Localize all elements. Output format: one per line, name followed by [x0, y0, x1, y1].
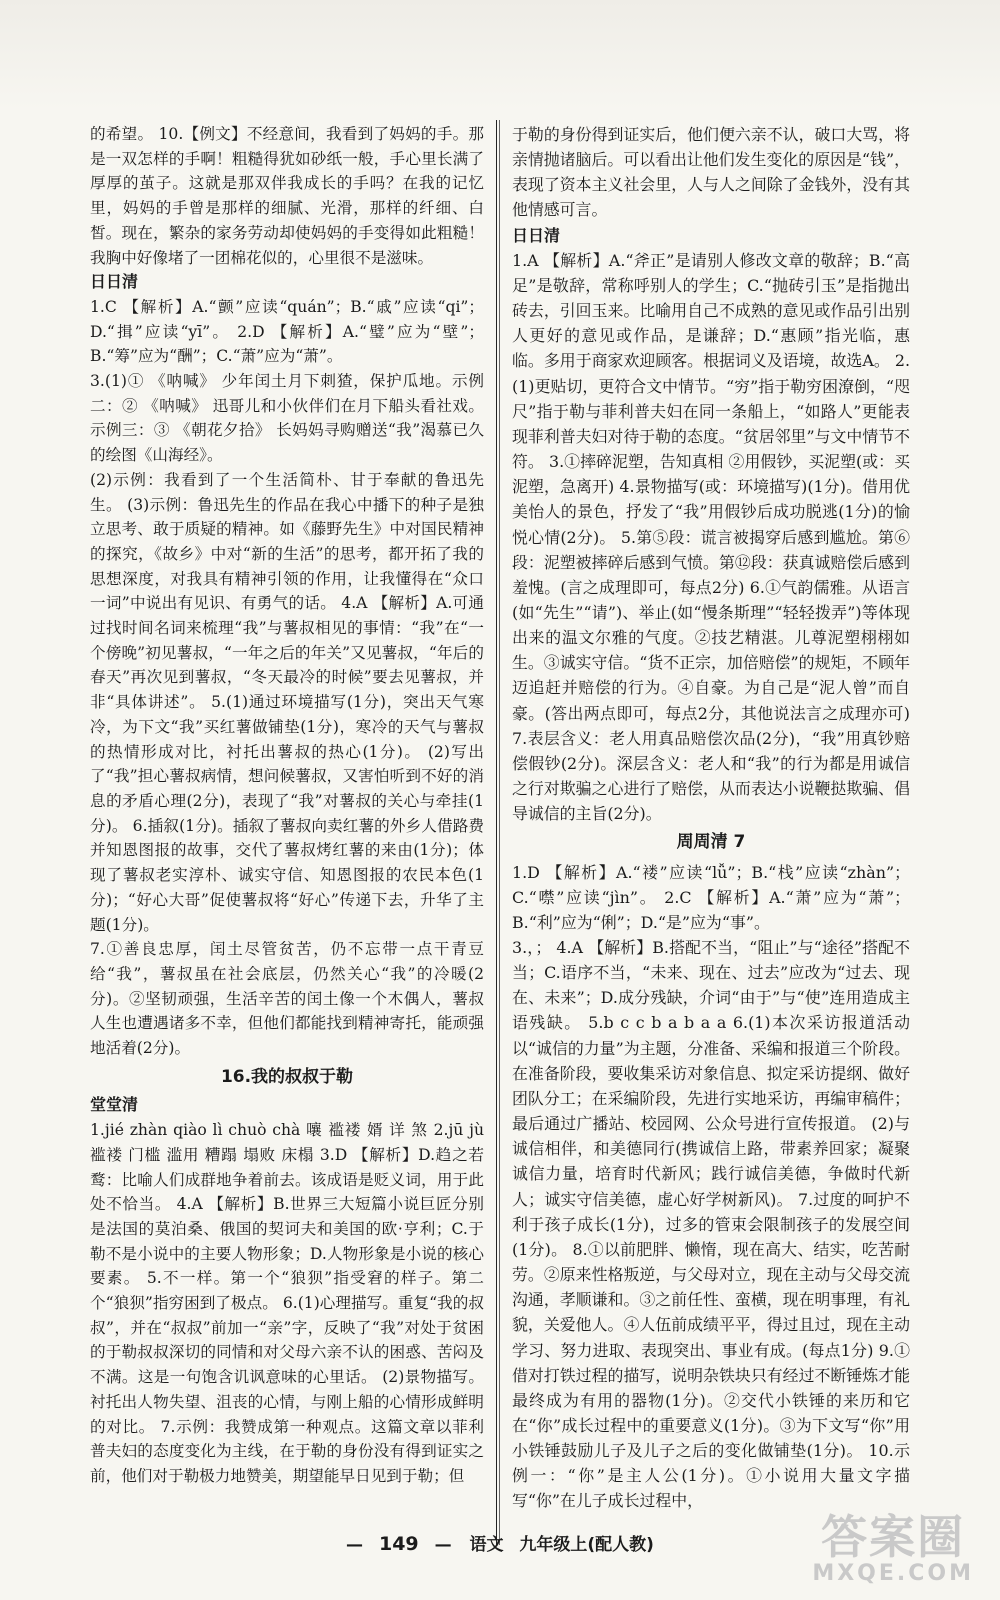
footer-dash-right: — [434, 1535, 452, 1555]
footer-subject: 语文 [469, 1535, 504, 1555]
footer-grade: 九年级上(配人教) [519, 1535, 654, 1555]
scan-shadow [0, 0, 1000, 110]
answer-paragraph: 1.C 【解析】A.“颤”应读“quán”；B.“戚”应读“qi”；D.“揖”应读“yī”。 2.D 【解析】A.“璧”应为“壁”；B.“筹”应为“酬”；C.“萧”应为“萧”。 [90, 297, 484, 366]
answer-paragraph: 3.(1)① 《呐喊》 少年闰土月下刺猹，保护瓜地。示例二：② 《呐喊》 迅哥儿和小伙伴们在月下船头看社戏。 示例三：③ 《朝花夕拾》 长妈妈寻购赠送“我”渴慕已久的绘图《山海经》。 [90, 372, 484, 465]
lesson-title: 周周清 7 [676, 832, 746, 853]
answer-paragraph: 1.A 【解析】A.“斧正”是请别人修改文章的敬辞；B.“高足”是敬辞，常称呼别人的学生；C.“抛砖引玉”是指抛出砖去，引回玉来。比喻用自己不成熟的意见或作品引出别人更好的意见或作品，是谦辞；D.“惠顾”指光临，惠临。多用于商家欢迎顾客。根据词义及语境，故选A。 2.(1)更贴切，更符合文中情节。“穷”指于勒穷困潦倒，“咫尺”指于勒与菲利普夫妇在同一条船上，“如路人”更能表现菲利普夫妇对待于勒的态度。“贫居邻里”与文中情节不符。 3.①摔碎泥塑，告知真相 ②用假钞，买泥塑(或：买泥塑，急离开) 4.景物描写(或：环境描写)(1分)。借用优美怡人的景色，抒发了“我”用假钞后成功脱逃(1分)的愉悦心情(2分)。 5.第⑤段：谎言被揭穿后感到尴尬。第⑥段：泥塑被摔碎后感到气愤。第⑫段：获真诚赔偿后感到羞愧。(言之成理即可，每点2分) 6.①气韵儒雅。从语言(如“先生”“请”)、举止(如“慢条斯理”“轻轻拨弄”)等体现出来的温文尔雅的气度。②技艺精湛。儿尊泥塑栩栩如生。③诚实守信。“货不正宗，加倍赔偿”的规矩，不顾年迈追赶并赔偿的行为。④自豪。为自己是“泥人曾”而自豪。(答出两点即可，每点2分，其他说法言之成理亦可) 7.表层含义：老人用真品赔偿次品(2分)，“我”用真钞赔偿假钞(2分)。深层含义：老人和“我”的行为都是用诚信之行对欺骗之心进行了赔偿，从而表达小说鞭挞欺骗、倡导诚信的主旨(2分)。 [512, 250, 910, 824]
left-column [90, 122, 484, 1489]
watermark-url: MXQE.COM [812, 1561, 974, 1586]
lesson-title: 16.我的叔叔于勒 [220, 1066, 354, 1087]
section-heading: 日日清 [90, 272, 139, 292]
section-heading: 堂堂清 [90, 1095, 139, 1115]
answer-paragraph: 7.①善良忠厚，闰土尽管贫苦，仍不忘带一点干青豆给“我”，薯叔虽在社会底层，仍然关心“我”的冷暖(2分)。②坚韧顽强，生活辛苦的闰土像一个木偶人，薯叔人生也遭遇诸多不幸，但他们都能找到精神寄托，能顽强地活着(2分)。 [90, 940, 484, 1058]
footer-dash-left: — [346, 1535, 364, 1555]
right-column [512, 122, 910, 1514]
answer-paragraph: 于勒的身份得到证实后，他们便六亲不认，破口大骂，将亲情抛诸脑后。可以看出让他们发生变化的原因是“钱”，表现了资本主义社会里，人与人之间除了金钱外，没有其他情感可言。 [512, 125, 910, 220]
page-number: 149 [378, 1533, 419, 1555]
column-divider [496, 120, 497, 1545]
answer-paragraph: 1.jié zhàn qiào lì chuò chà 嚷 褴褛 婿 详 煞 2.jū jù 褴褛 门槛 滥用 糟蹋 塌败 床榻 3.D 【解析】D.趋之若鹜：比喻人们成群地争着前去。该成语是贬义词，用于此处不恰当。 4.A 【解析】B.世界三大短篇小说巨匠分别是法国的莫泊桑、俄国的契诃夫和美国的欧·亨利；C.于勒不是小说中的主要人物形象；D.人物形象是小说的核心要素。 5.不一样。第一个“狼狈”指受窘的样子。第二个“狼狈”指穷困到了极点。 6.(1)心理描写。重复“我的叔叔”，并在“叔叔”前加一“亲”字，反映了“我”对处于贫困的于勒叔叔深切的同情和对父母六亲不认的困惑、苦闷及不满。这是一句饱含讥讽意味的心里话。 (2)景物描写。衬托出人物失望、沮丧的心情，与刚上船的心情形成鲜明的对比。 7.示例：我赞成第一种观点。这篇文章以菲利普夫妇的态度变化为主线，在于勒的身份没有得到证实之前，他们对于勒极力地赞美，期望能早日见到于勒；但 [90, 1121, 484, 1485]
column-divider-inner [499, 120, 500, 1545]
answer-paragraph: 1.D 【解析】A.“褛”应读“lǚ”；B.“栈”应读“zhàn”；C.“噤”应读“jìn”。 2.C 【解析】A.“萧”应为“萧”；B.“利”应为“俐”；D.“是”应为“事”。 [512, 862, 910, 932]
watermark-text: 答案圈 [821, 1510, 966, 1564]
answer-paragraph: (2)示例：我看到了一个生活简朴、甘于奉献的鲁迅先生。 (3)示例：鲁迅先生的作品在我心中播下的种子是独立思考、敢于质疑的精神。如《藤野先生》中对国民精神的探究，《故乡》中对“新的生活”的思考，都开拓了我的思想深度，对我具有精神引领的作用，让我懂得在“众口一词”中说出有见识、有勇气的话。 4.A 【解析】A.可通过找时间名词来梳理“我”与薯叔相见的事情：“我”在“一个傍晚”初见薯叔，“一年之后的年关”又见薯叔，“年后的春天”再次见到薯叔，“冬天最冷的时候”要去见薯叔，并非“具体讲述”。 5.(1)通过环境描写(1分)，突出天气寒冷，为下文“我”买红薯做铺垫(1分)，寒冷的天气与薯叔的热情形成对比，衬托出薯叔的热心(1分)。 (2)写出了“我”担心薯叔病情，想问候薯叔，又害怕听到不好的消息的矛盾心理(2分)，表现了“我”对薯叔的关心与牵挂(1分)。 6.插叙(1分)。插叙了薯叔向卖红薯的外乡人借路费并知恩图报的故事，交代了薯叔烤红薯的来由(1分)；体现了薯叔老实淳朴、诚实守信、知恩图报的农民本色(1分)；“好心大哥”促使薯叔将“好心”传递下去，升华了主题(1分)。 [90, 470, 484, 934]
answer-paragraph: 的希望。 10.【例文】不经意间，我看到了妈妈的手。那是一双怎样的手啊！粗糙得犹如砂纸一般，手心里长满了厚厚的茧子。这就是那双伴我成长的手吗？在我的记忆里，妈妈的手曾是那样的细腻、光滑，那样的纤细、白皙。现在，繁杂的家务劳动却使妈妈的手变得如此粗糙！我胸中好像堵了一团棉花似的，心里很不是滋味。 [90, 125, 484, 267]
watermark-logo [812, 1510, 974, 1586]
answer-paragraph: 3.，； 4.A 【解析】B.搭配不当，“阻止”与“途径”搭配不当；C.语序不当，“未来、现在、过去”应改为“过去、现在、未来”；D.成分残缺，介词“由于”与“使”连用造成主语残缺。 5.b c c b a b a a 6.(1)本次采访报道活动以“诚信的力量”为主题，分准备、采编和报道三个阶段。在准备阶段，要收集采访对象信息、拟定采访提纲、做好团队分工；在采编阶段，先进行实地采访，再编审稿件；最后通过广播站、校园网、公众号进行宣传报道。 (2)与诚信相伴，和美德同行(携诚信上路，带素养回家；凝聚诚信力量，培育时代新风；践行诚信美德，争做时代新人；诚实守信美德，虚心好学树新风)。 7.过度的呵护不利于孩子成长(1分)，过多的管束会限制孩子的发展空间(1分)。 8.①以前肥胖、懒惰，现在高大、结实，吃苦耐劳。②原来性格叛逆，与父母对立，现在主动与父母交流沟通，孝顺谦和。③之前任性、蛮横，现在明事理，有礼貌，关爱他人。④人伍前成绩平平，得过且过，现在主动学习、努力进取、表现突出、事业有成。(每点1分) 9.①借对打铁过程的描写，说明杂铁块只有经过不断锤炼才能最终成为有用的器物(1分)。②交代小铁锤的来历和它在“你”成长过程中的重要意义(1分)。③为下文写“你”用小铁锤鼓励儿子及儿子之后的变化做铺垫(1分)。 10.示例一：“你”是主人公(1分)。①小说用大量文字描写“你”在儿子成长过程中， [512, 938, 910, 1511]
section-heading: 日日清 [512, 225, 561, 245]
